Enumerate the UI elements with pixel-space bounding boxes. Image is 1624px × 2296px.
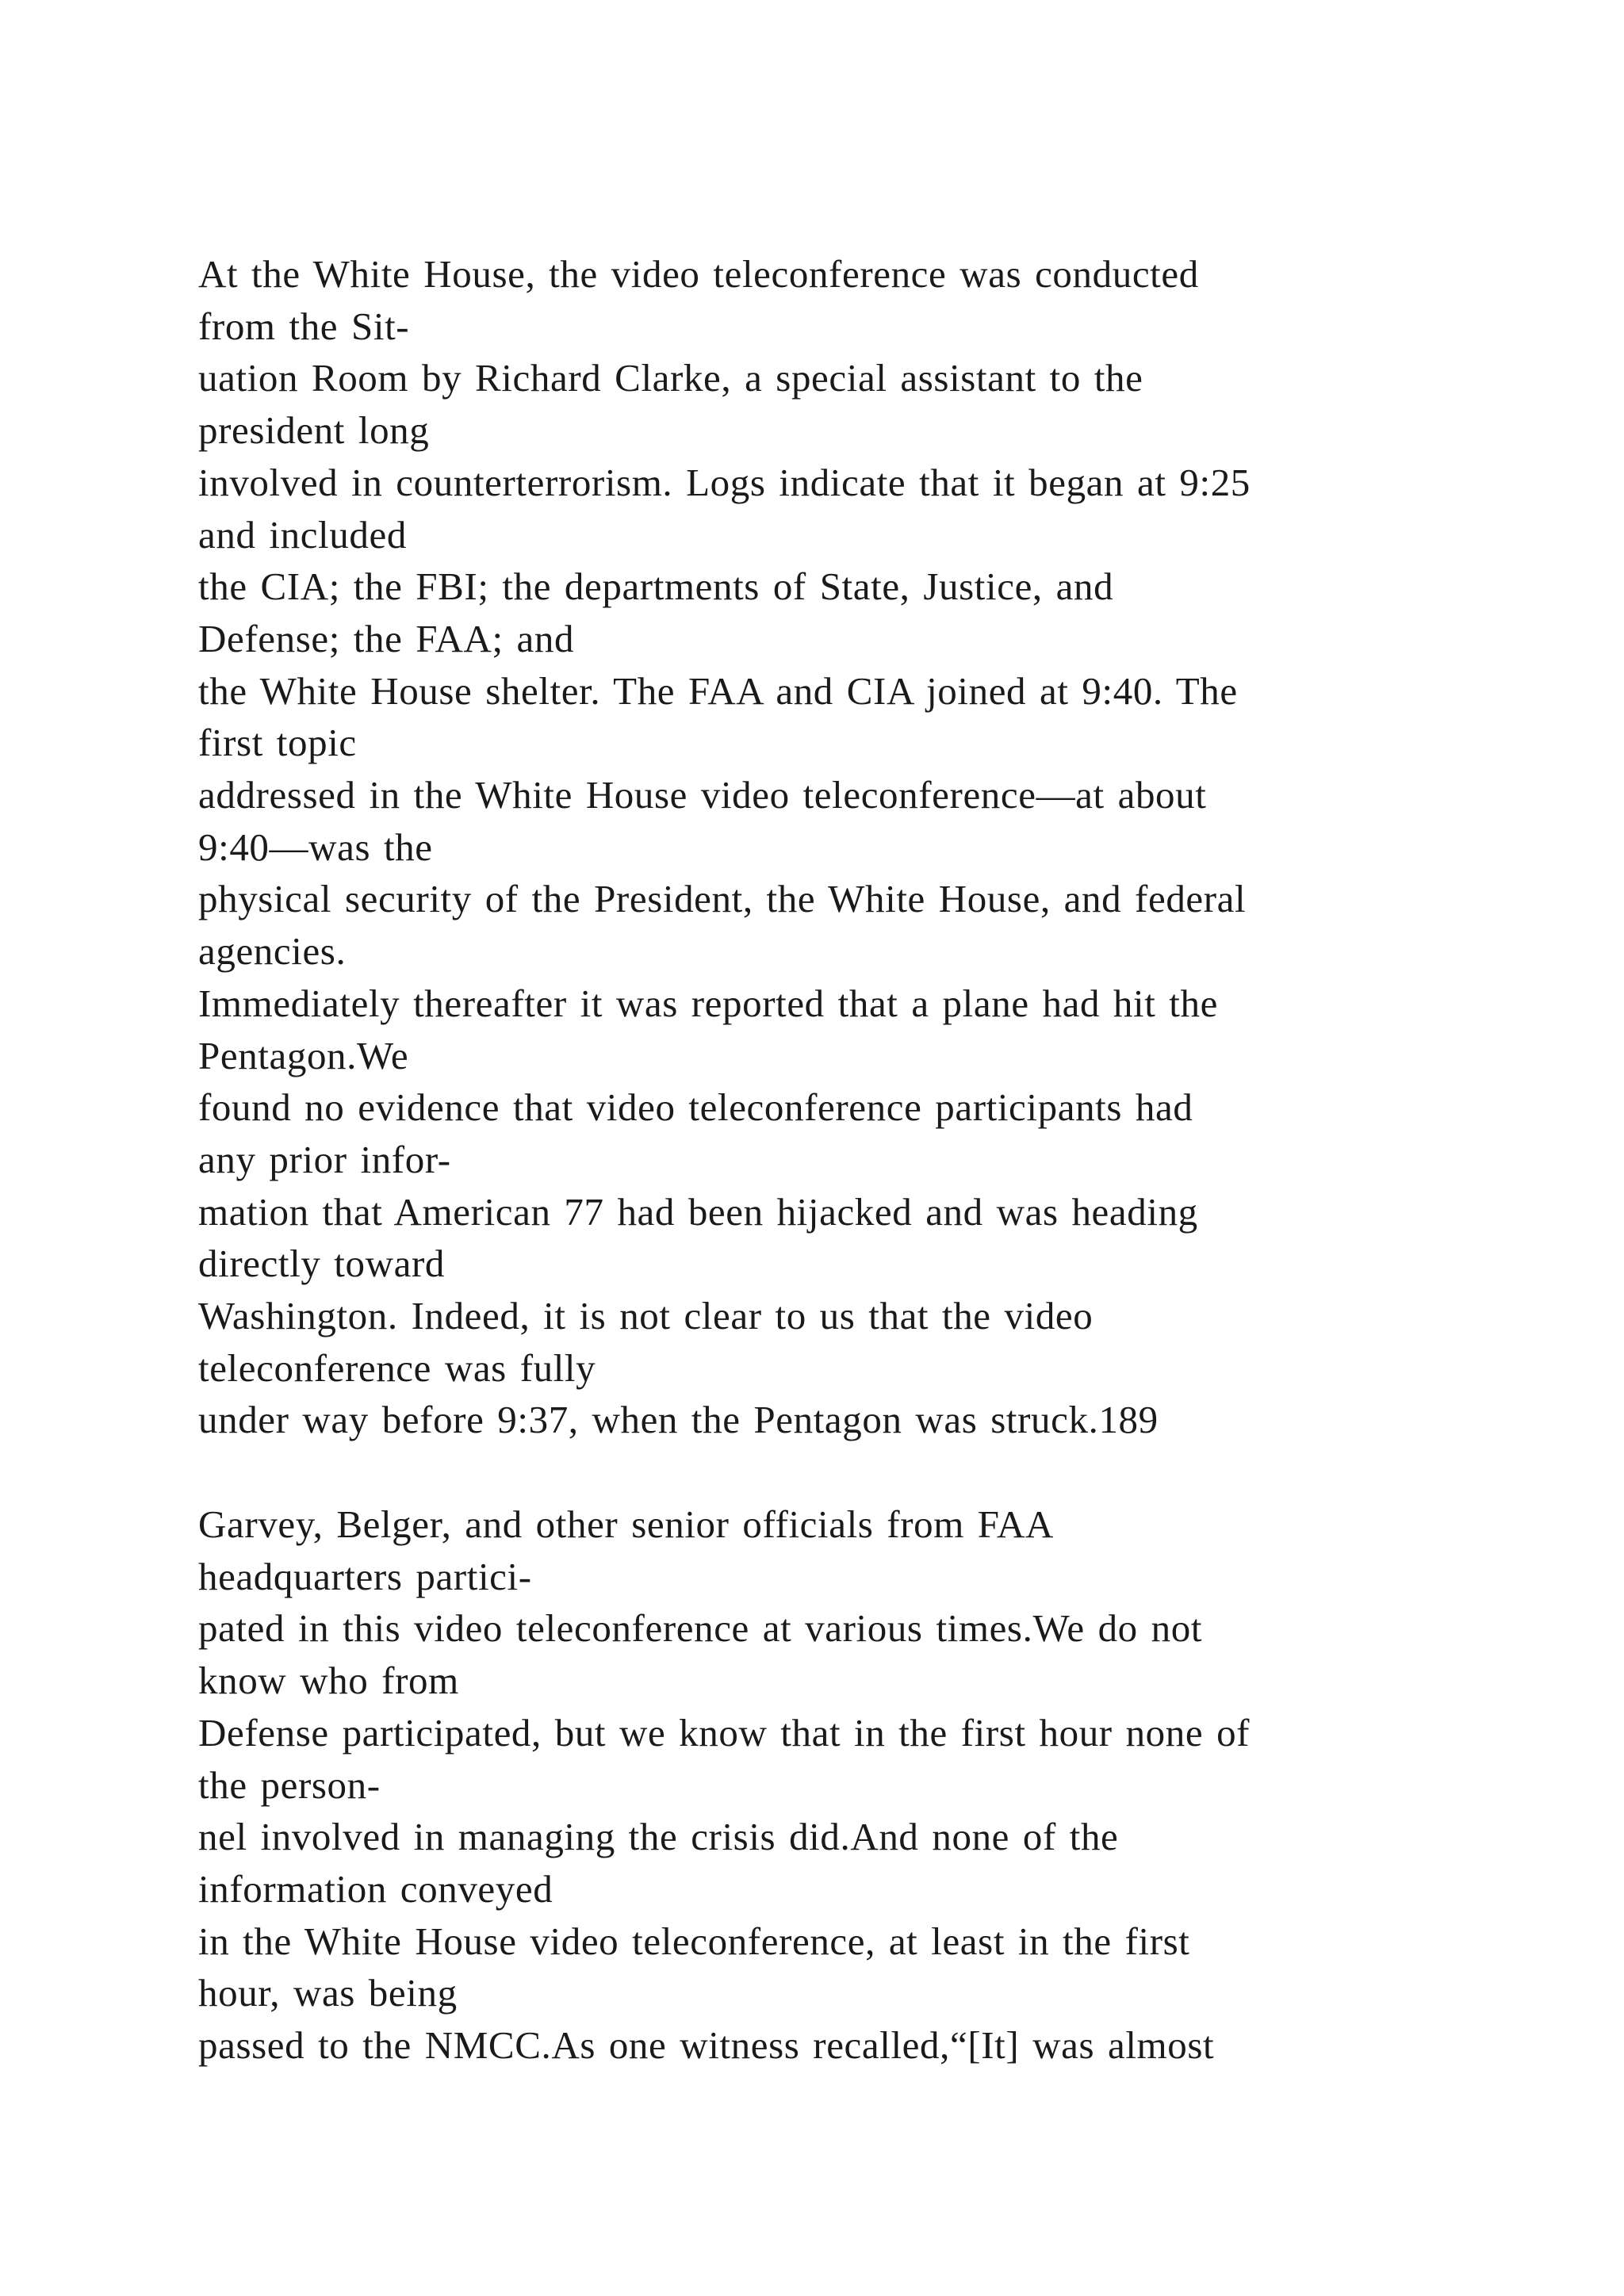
text-line: under way before 9:37, when the Pentagon was struck.189: [198, 1398, 1159, 1442]
text-line: involved in counterterrorism. Logs indicate that it began at 9:25: [198, 460, 1251, 504]
text-line: the White House shelter. The FAA and CIA joined at 9:40. The: [198, 668, 1238, 713]
text-line: and included: [198, 512, 407, 557]
text-line: Immediately thereafter it was reported that a plane had hit the: [198, 981, 1218, 1025]
text-line: know who from: [198, 1659, 459, 1703]
text-line: Washington. Indeed, it is not clear to us that the video: [198, 1294, 1094, 1338]
text-line: addressed in the White House video teleconference—at about: [198, 773, 1207, 817]
text-line: president long: [198, 408, 430, 453]
text-line: At the White House, the video teleconference was conducted: [198, 252, 1199, 296]
text-line: Defense; the FAA; and: [198, 616, 575, 660]
text-line: information conveyed: [198, 1866, 553, 1911]
text-line: hour, was being: [198, 1971, 458, 2015]
text-line: agencies.: [198, 929, 347, 974]
text-line: found no evidence that video teleconference participants had: [198, 1085, 1193, 1130]
text-line: the CIA; the FBI; the departments of State, Justice, and: [198, 564, 1114, 609]
text-line: mation that American 77 had been hijacked and was heading: [198, 1189, 1198, 1234]
text-line: teleconference was fully: [198, 1345, 596, 1390]
paragraph-1: [198, 248, 1483, 1446]
text-line: directly toward: [198, 1242, 445, 1286]
text-line: uation Room by Richard Clarke, a special assistant to the: [198, 356, 1143, 400]
text-line: Pentagon.We: [198, 1033, 409, 1077]
text-line: pated in this video teleconference at various times.We do not: [198, 1606, 1203, 1651]
text-line: nel involved in managing the crisis did.And none of the: [198, 1815, 1119, 1859]
text-line: first topic: [198, 721, 357, 765]
text-line: passed to the NMCC.As one witness recalled,“[It] was almost: [198, 2023, 1215, 2068]
text-line: Garvey, Belger, and other senior officials from FAA: [198, 1502, 1054, 1546]
text-line: headquarters partici-: [198, 1554, 532, 1598]
paragraph-2: [198, 1498, 1483, 2072]
text-line: any prior infor-: [198, 1137, 451, 1181]
text-line: 9:40—was the: [198, 825, 433, 869]
text-line: in the White House video teleconference, at least in the first: [198, 1919, 1190, 1963]
text-line: Defense participated, but we know that in the first hour none of: [198, 1710, 1251, 1755]
text-line: from the Sit-: [198, 304, 410, 348]
text-line: the person-: [198, 1762, 381, 1807]
text-line: physical security of the President, the White House, and federal: [198, 877, 1247, 921]
